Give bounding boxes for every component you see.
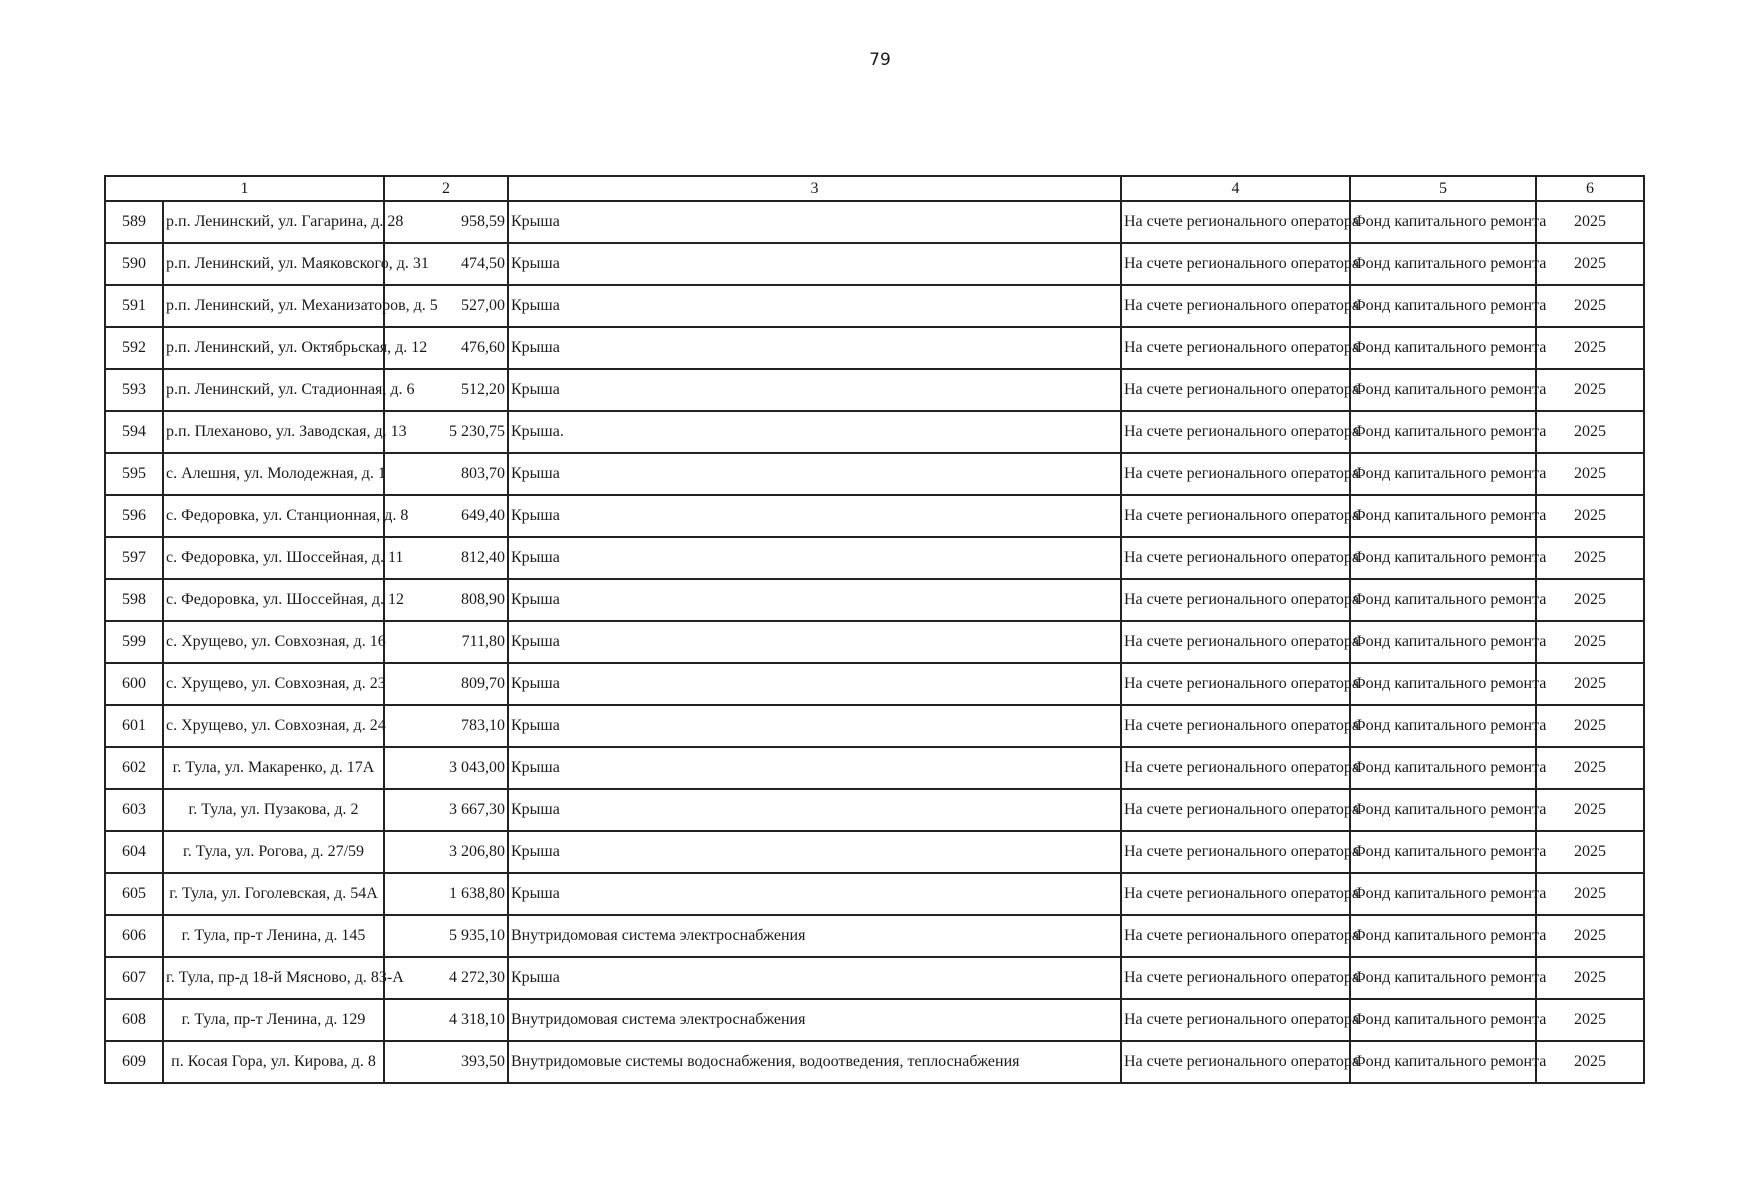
table-body: [105, 201, 1644, 1083]
year-cell: 2025: [1536, 747, 1644, 789]
row-number: 598: [105, 579, 163, 621]
work-type-cell: Внутридомовые системы водоснабжения, водоотведения, теплоснабжения: [508, 1041, 1121, 1083]
address-cell: р.п. Ленинский, ул. Октябрьская, д. 12: [163, 327, 384, 369]
funding-source-cell: Фонд капитального ремонта: [1350, 537, 1536, 579]
table-row: [105, 789, 1644, 831]
table-row: [105, 369, 1644, 411]
address-cell: г. Тула, пр-т Ленина, д. 129: [163, 999, 384, 1041]
work-type-cell: Крыша: [508, 789, 1121, 831]
table-row: [105, 621, 1644, 663]
account-cell: На счете регионального оператора: [1121, 579, 1350, 621]
account-cell: На счете регионального оператора: [1121, 705, 1350, 747]
address-cell: с. Хрущево, ул. Совхозная, д. 23: [163, 663, 384, 705]
row-number: 602: [105, 747, 163, 789]
row-number: 595: [105, 453, 163, 495]
year-cell: 2025: [1536, 831, 1644, 873]
column-header-6: 6: [1536, 176, 1644, 201]
address-cell: г. Тула, ул. Гоголевская, д. 54А: [163, 873, 384, 915]
year-cell: 2025: [1536, 285, 1644, 327]
row-number: 592: [105, 327, 163, 369]
row-number: 590: [105, 243, 163, 285]
area-cell: 808,90: [384, 579, 508, 621]
column-header-2: 2: [384, 176, 508, 201]
row-number: 591: [105, 285, 163, 327]
row-number: 593: [105, 369, 163, 411]
work-type-cell: Внутридомовая система электроснабжения: [508, 915, 1121, 957]
table-row: [105, 663, 1644, 705]
account-cell: На счете регионального оператора: [1121, 537, 1350, 579]
work-type-cell: Крыша: [508, 957, 1121, 999]
row-number: 594: [105, 411, 163, 453]
work-type-cell: Крыша: [508, 831, 1121, 873]
table-row: [105, 873, 1644, 915]
year-cell: 2025: [1536, 873, 1644, 915]
address-cell: р.п. Ленинский, ул. Стадионная, д. 6: [163, 369, 384, 411]
table-row: [105, 915, 1644, 957]
account-cell: На счете регионального оператора: [1121, 873, 1350, 915]
account-cell: На счете регионального оператора: [1121, 957, 1350, 999]
funding-source-cell: Фонд капитального ремонта: [1350, 747, 1536, 789]
area-cell: 809,70: [384, 663, 508, 705]
account-cell: На счете регионального оператора: [1121, 831, 1350, 873]
row-number: 609: [105, 1041, 163, 1083]
table-row: [105, 999, 1644, 1041]
year-cell: 2025: [1536, 999, 1644, 1041]
table-row: [105, 495, 1644, 537]
address-cell: г. Тула, ул. Рогова, д. 27/59: [163, 831, 384, 873]
funding-source-cell: Фонд капитального ремонта: [1350, 411, 1536, 453]
address-cell: п. Косая Гора, ул. Кирова, д. 8: [163, 1041, 384, 1083]
address-cell: с. Федоровка, ул. Станционная, д. 8: [163, 495, 384, 537]
address-cell: с. Хрущево, ул. Совхозная, д. 24: [163, 705, 384, 747]
address-cell: г. Тула, ул. Пузакова, д. 2: [163, 789, 384, 831]
address-cell: г. Тула, ул. Макаренко, д. 17А: [163, 747, 384, 789]
work-type-cell: Крыша: [508, 201, 1121, 243]
capital-repair-table: [104, 175, 1645, 1084]
year-cell: 2025: [1536, 789, 1644, 831]
area-cell: 393,50: [384, 1041, 508, 1083]
address-cell: р.п. Ленинский, ул. Маяковского, д. 31: [163, 243, 384, 285]
table-row: [105, 327, 1644, 369]
address-cell: с. Федоровка, ул. Шоссейная, д. 12: [163, 579, 384, 621]
area-cell: 4 272,30: [384, 957, 508, 999]
year-cell: 2025: [1536, 621, 1644, 663]
table-row: [105, 285, 1644, 327]
table-row: [105, 957, 1644, 999]
work-type-cell: Крыша: [508, 243, 1121, 285]
row-number: 596: [105, 495, 163, 537]
column-header-4: 4: [1121, 176, 1350, 201]
work-type-cell: Крыша: [508, 495, 1121, 537]
year-cell: 2025: [1536, 663, 1644, 705]
work-type-cell: Крыша: [508, 705, 1121, 747]
account-cell: На счете регионального оператора: [1121, 915, 1350, 957]
funding-source-cell: Фонд капитального ремонта: [1350, 789, 1536, 831]
table-row: [105, 747, 1644, 789]
account-cell: На счете регионального оператора: [1121, 453, 1350, 495]
work-type-cell: Крыша: [508, 453, 1121, 495]
table-row: [105, 831, 1644, 873]
work-type-cell: Крыша: [508, 621, 1121, 663]
account-cell: На счете регионального оператора: [1121, 327, 1350, 369]
account-cell: На счете регионального оператора: [1121, 789, 1350, 831]
row-number: 600: [105, 663, 163, 705]
funding-source-cell: Фонд капитального ремонта: [1350, 873, 1536, 915]
address-cell: р.п. Плеханово, ул. Заводская, д. 13: [163, 411, 384, 453]
work-type-cell: Крыша: [508, 579, 1121, 621]
year-cell: 2025: [1536, 369, 1644, 411]
account-cell: На счете регионального оператора: [1121, 747, 1350, 789]
work-type-cell: Крыша: [508, 663, 1121, 705]
table-row: [105, 705, 1644, 747]
funding-source-cell: Фонд капитального ремонта: [1350, 327, 1536, 369]
year-cell: 2025: [1536, 705, 1644, 747]
year-cell: 2025: [1536, 495, 1644, 537]
area-cell: 649,40: [384, 495, 508, 537]
row-number: 599: [105, 621, 163, 663]
account-cell: На счете регионального оператора: [1121, 201, 1350, 243]
year-cell: 2025: [1536, 957, 1644, 999]
funding-source-cell: Фонд капитального ремонта: [1350, 999, 1536, 1041]
year-cell: 2025: [1536, 453, 1644, 495]
year-cell: 2025: [1536, 201, 1644, 243]
work-type-cell: Крыша: [508, 285, 1121, 327]
area-cell: 1 638,80: [384, 873, 508, 915]
area-cell: 4 318,10: [384, 999, 508, 1041]
account-cell: На счете регионального оператора: [1121, 411, 1350, 453]
funding-source-cell: Фонд капитального ремонта: [1350, 621, 1536, 663]
year-cell: 2025: [1536, 579, 1644, 621]
area-cell: 5 935,10: [384, 915, 508, 957]
header-row: [105, 176, 1644, 201]
work-type-cell: Крыша: [508, 327, 1121, 369]
year-cell: 2025: [1536, 537, 1644, 579]
column-header-5: 5: [1350, 176, 1536, 201]
funding-source-cell: Фонд капитального ремонта: [1350, 495, 1536, 537]
table-row: [105, 537, 1644, 579]
address-cell: г. Тула, пр-д 18-й Мясново, д. 83-А: [163, 957, 384, 999]
account-cell: На счете регионального оператора: [1121, 285, 1350, 327]
row-number: 604: [105, 831, 163, 873]
page-number: 79: [869, 50, 891, 70]
area-cell: 783,10: [384, 705, 508, 747]
work-type-cell: Внутридомовая система электроснабжения: [508, 999, 1121, 1041]
funding-source-cell: Фонд капитального ремонта: [1350, 285, 1536, 327]
funding-source-cell: Фонд капитального ремонта: [1350, 831, 1536, 873]
area-cell: 812,40: [384, 537, 508, 579]
row-number: 605: [105, 873, 163, 915]
account-cell: На счете регионального оператора: [1121, 1041, 1350, 1083]
area-cell: 3 206,80: [384, 831, 508, 873]
table-row: [105, 201, 1644, 243]
address-cell: с. Федоровка, ул. Шоссейная, д. 11: [163, 537, 384, 579]
work-type-cell: Крыша: [508, 747, 1121, 789]
address-cell: с. Хрущево, ул. Совхозная, д. 16: [163, 621, 384, 663]
address-cell: р.п. Ленинский, ул. Гагарина, д. 28: [163, 201, 384, 243]
year-cell: 2025: [1536, 1041, 1644, 1083]
account-cell: На счете регионального оператора: [1121, 621, 1350, 663]
funding-source-cell: Фонд капитального ремонта: [1350, 663, 1536, 705]
area-cell: 958,59: [384, 201, 508, 243]
area-cell: 5 230,75: [384, 411, 508, 453]
row-number: 601: [105, 705, 163, 747]
area-cell: 3 667,30: [384, 789, 508, 831]
address-cell: с. Алешня, ул. Молодежная, д. 1: [163, 453, 384, 495]
year-cell: 2025: [1536, 915, 1644, 957]
row-number: 589: [105, 201, 163, 243]
area-cell: 474,50: [384, 243, 508, 285]
area-cell: 3 043,00: [384, 747, 508, 789]
funding-source-cell: Фонд капитального ремонта: [1350, 453, 1536, 495]
funding-source-cell: Фонд капитального ремонта: [1350, 369, 1536, 411]
work-type-cell: Крыша: [508, 369, 1121, 411]
table-row: [105, 243, 1644, 285]
funding-source-cell: Фонд капитального ремонта: [1350, 201, 1536, 243]
work-type-cell: Крыша: [508, 537, 1121, 579]
funding-source-cell: Фонд капитального ремонта: [1350, 243, 1536, 285]
table-row: [105, 411, 1644, 453]
year-cell: 2025: [1536, 243, 1644, 285]
row-number: 597: [105, 537, 163, 579]
row-number: 603: [105, 789, 163, 831]
funding-source-cell: Фонд капитального ремонта: [1350, 957, 1536, 999]
area-cell: 527,00: [384, 285, 508, 327]
account-cell: На счете регионального оператора: [1121, 663, 1350, 705]
year-cell: 2025: [1536, 411, 1644, 453]
funding-source-cell: Фонд капитального ремонта: [1350, 1041, 1536, 1083]
year-cell: 2025: [1536, 327, 1644, 369]
funding-source-cell: Фонд капитального ремонта: [1350, 705, 1536, 747]
account-cell: На счете регионального оператора: [1121, 495, 1350, 537]
area-cell: 512,20: [384, 369, 508, 411]
column-header-3: 3: [508, 176, 1121, 201]
row-number: 608: [105, 999, 163, 1041]
row-number: 607: [105, 957, 163, 999]
table-row: [105, 1041, 1644, 1083]
area-cell: 711,80: [384, 621, 508, 663]
funding-source-cell: Фонд капитального ремонта: [1350, 579, 1536, 621]
account-cell: На счете регионального оператора: [1121, 243, 1350, 285]
row-number: 606: [105, 915, 163, 957]
table-row: [105, 579, 1644, 621]
account-cell: На счете регионального оператора: [1121, 999, 1350, 1041]
account-cell: На счете регионального оператора: [1121, 369, 1350, 411]
table-row: [105, 453, 1644, 495]
funding-source-cell: Фонд капитального ремонта: [1350, 915, 1536, 957]
area-cell: 476,60: [384, 327, 508, 369]
work-type-cell: Крыша: [508, 873, 1121, 915]
area-cell: 803,70: [384, 453, 508, 495]
column-header-1: 1: [105, 176, 384, 201]
work-type-cell: Крыша.: [508, 411, 1121, 453]
address-cell: г. Тула, пр-т Ленина, д. 145: [163, 915, 384, 957]
address-cell: р.п. Ленинский, ул. Механизаторов, д. 5: [163, 285, 384, 327]
